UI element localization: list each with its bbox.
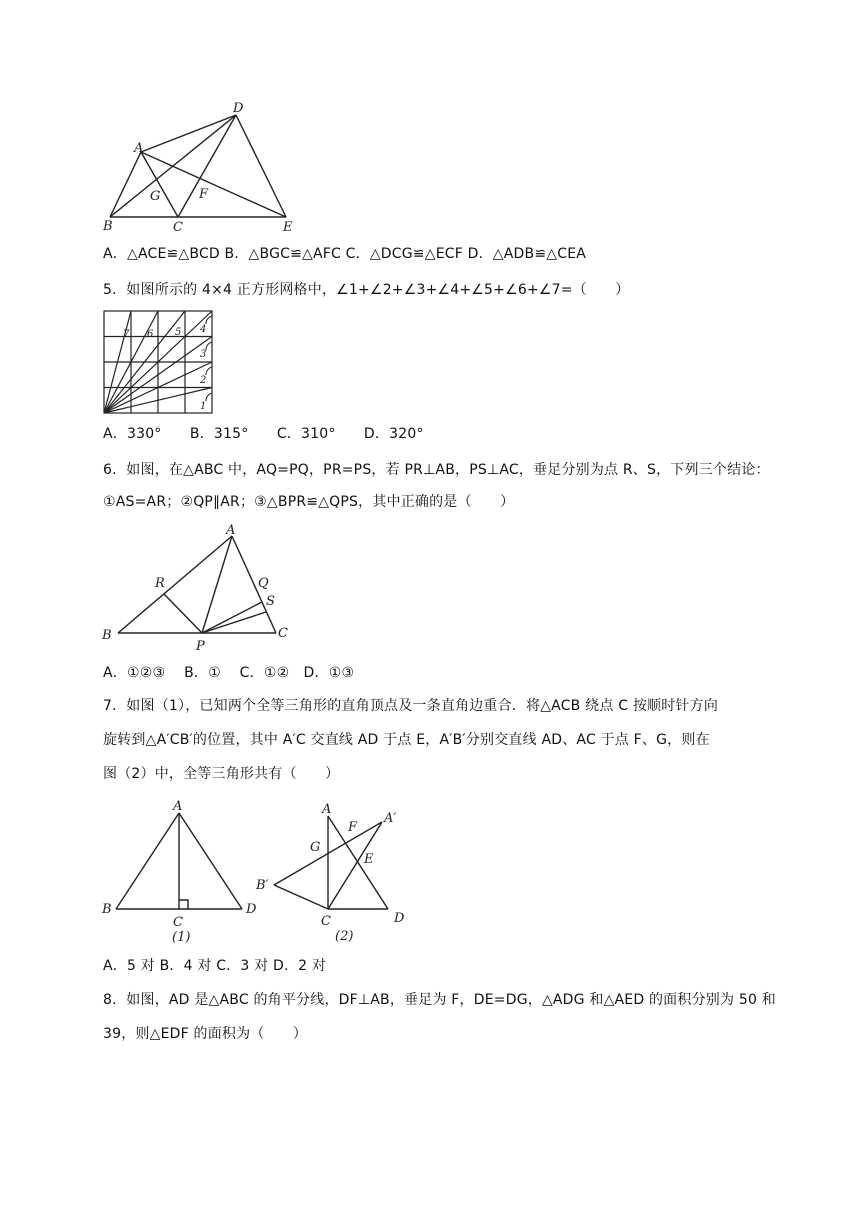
q7f1-caption: (1): [172, 930, 191, 945]
q5-angle-7: 7: [123, 329, 130, 340]
q6-label-a: A: [226, 523, 236, 538]
q5-angle-3: 3: [200, 349, 207, 360]
q5-stem: 5．如图所示的 4×4 正方形网格中，∠1+∠2+∠3+∠4+∠5+∠6+∠7=（ ）: [103, 282, 630, 298]
q4-label-f: F: [199, 187, 209, 202]
q8-stem-line1: 8．如图，AD 是△ABC 的角平分线，DF⊥AB，垂足为 F，DE=DG，△ADG 和△AED 的面积分别为 50 和: [103, 992, 776, 1008]
q4-label-d: D: [233, 101, 244, 116]
q7f1-label-d: D: [246, 902, 257, 917]
q7f2-label-d: D: [394, 911, 405, 926]
q7-stem-line3: 图（2）中，全等三角形共有（ ）: [103, 766, 340, 782]
q7-figure-1: [100, 790, 265, 945]
q7f2-label-a-prime: A′: [384, 811, 397, 826]
q7-stem-line2: 旋转到△A′CB′的位置，其中 A′C 交直线 AD 于点 E，A′B′分别交直线 AD、AC 于点 F、G，则在: [103, 732, 710, 748]
q7-stem-line1: 7．如图（1），已知两个全等三角形的直角顶点及一条直角边重合．将△ACB 绕点 C 按顺时针方向: [103, 698, 719, 714]
q6-label-b: B: [102, 628, 112, 643]
q7f2-label-a: A: [322, 802, 332, 817]
q7f2-label-b-prime: B′: [256, 878, 269, 893]
q6-stem-line1: 6．如图，在△ABC 中，AQ=PQ，PR=PS，若 PR⊥AB，PS⊥AC，垂足分别为点 R、S，下列三个结论：: [103, 462, 770, 478]
q4-figure: [100, 100, 300, 235]
q5-angle-5: 5: [175, 327, 182, 338]
q4-label-b: B: [103, 219, 113, 234]
q7f1-label-b: B: [102, 902, 112, 917]
q5-angle-2: 2: [200, 375, 207, 386]
q6-options: A．①②③ B．① C．①② D．①③: [103, 665, 355, 681]
q7f2-label-g: G: [310, 840, 321, 855]
q6-figure: [98, 520, 298, 655]
q7f1-label-c: C: [173, 915, 183, 930]
q5-angle-1: 1: [200, 401, 207, 412]
q6-label-c: C: [278, 626, 288, 641]
q4-label-a: A: [134, 141, 144, 156]
q7f2-label-e: E: [364, 852, 374, 867]
q6-label-r: R: [155, 576, 165, 591]
q4-label-e: E: [283, 220, 293, 235]
q7-figure-2: [252, 788, 412, 946]
q7f1-label-a: A: [173, 799, 183, 814]
q6-label-q: Q: [258, 576, 269, 591]
q8-stem-line2: 39，则△EDF 的面积为（ ）: [103, 1026, 308, 1042]
q6-label-s: S: [266, 594, 275, 609]
q4-label-g: G: [150, 189, 161, 204]
q5-grid-figure: [102, 309, 214, 415]
q7f2-label-c: C: [321, 914, 331, 929]
q7-options: A．5 对 B．4 对 C．3 对 D．2 对: [103, 958, 327, 974]
q5-options: A．330° B．315° C．310° D．320°: [103, 426, 424, 442]
q6-label-p: P: [196, 639, 205, 654]
q4-options: A．△ACE≌△BCD B．△BGC≌△AFC C．△DCG≌△ECF D．△ADB≌△CEA: [103, 246, 587, 262]
q6-stem-line2: ①AS=AR；②QP∥AR；③△BPR≌△QPS，其中正确的是（ ）: [103, 494, 515, 510]
q7f2-caption: (2): [335, 929, 354, 944]
q5-angle-6: 6: [147, 329, 154, 340]
q5-angle-4: 4: [200, 324, 207, 335]
q7f2-label-f: F: [348, 820, 358, 835]
q4-label-c: C: [173, 220, 183, 235]
